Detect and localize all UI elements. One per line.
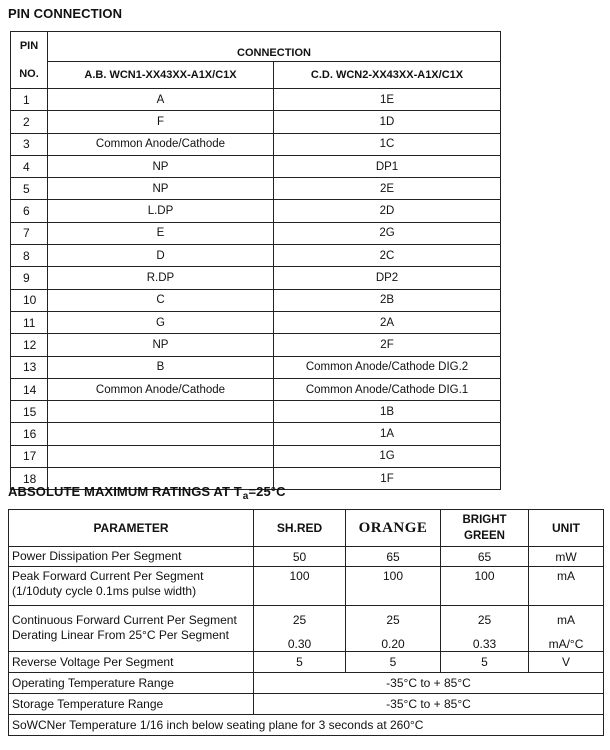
pin-number: 15 (11, 401, 48, 423)
pin-function-ab: C (48, 289, 274, 311)
absolute-ratings-table (8, 509, 604, 736)
pin-function-ab: NP (48, 334, 274, 356)
shred-header: SH.RED (254, 510, 346, 547)
reverse-shred-value: 5 (254, 652, 346, 673)
reverse-orange-value: 5 (346, 652, 441, 673)
reverse-unit: V (529, 652, 604, 673)
bright-green-header-line1: BRIGHT (462, 514, 507, 526)
pin-number: 13 (11, 356, 48, 378)
pin-function-cd: 2G (274, 222, 501, 244)
absolute-ratings-title-subscript: a (242, 491, 249, 502)
pin-function-ab: Common Anode/Cathode (48, 378, 274, 400)
power-green-value: 65 (441, 547, 529, 567)
pin-function-ab: D (48, 245, 274, 267)
absolute-ratings-title-main: ABSOLUTE MAXIMUM RATINGS AT T (8, 484, 242, 499)
storage-temperature-label: Storage Temperature Range (9, 694, 254, 715)
continuous-unit-current: mA (557, 613, 575, 627)
continuous-orange-cell (346, 606, 441, 652)
pin-function-cd: 1B (274, 401, 501, 423)
pin-connection-table (10, 31, 501, 490)
pin-function-cd: 1F (274, 468, 501, 490)
column-header-ab: A.B. WCN1-XX43XX-A1X/C1X (48, 62, 274, 89)
power-dissipation-row (9, 547, 604, 567)
pin-number: 17 (11, 445, 48, 467)
pin-function-cd: 2E (274, 178, 501, 200)
peak-label-line1: Peak Forward Current Per Segment (12, 569, 204, 583)
pin-number: 4 (11, 155, 48, 177)
pin-function-ab (48, 401, 274, 423)
pin-row (11, 245, 501, 267)
pin-function-ab: A (48, 89, 274, 111)
pin-function-ab: Common Anode/Cathode (48, 133, 274, 155)
pin-header-line2: NO. (19, 68, 39, 80)
continuous-forward-current-label (9, 606, 254, 652)
continuous-shred-cell (254, 606, 346, 652)
pin-function-ab: NP (48, 155, 274, 177)
peak-green-value: 100 (441, 567, 529, 606)
pin-number: 5 (11, 178, 48, 200)
pin-function-cd: Common Anode/Cathode DIG.2 (274, 356, 501, 378)
pin-function-cd: 1C (274, 133, 501, 155)
pin-function-cd: 2C (274, 245, 501, 267)
pin-row (11, 155, 501, 177)
continuous-shred-current: 25 (292, 613, 307, 627)
continuous-shred-derating: 0.30 (287, 637, 312, 651)
pin-row (11, 401, 501, 423)
continuous-orange-current: 25 (386, 613, 400, 627)
pin-row (11, 178, 501, 200)
pin-function-cd: 1G (274, 445, 501, 467)
reverse-voltage-label: Reverse Voltage Per Segment (9, 652, 254, 673)
continuous-orange-derating: 0.20 (381, 637, 405, 651)
absolute-ratings-title (8, 484, 286, 502)
pin-no-header (11, 32, 48, 89)
peak-forward-current-row (9, 567, 604, 606)
orange-header: ORANGE (346, 510, 441, 547)
pin-row (11, 423, 501, 445)
storage-temperature-row (9, 694, 604, 715)
pin-function-cd: 2D (274, 200, 501, 222)
pin-function-ab: L.DP (48, 200, 274, 222)
continuous-unit-cell (529, 606, 604, 652)
bright-green-header-line2: GREEN (464, 530, 505, 542)
pin-function-ab: B (48, 356, 274, 378)
operating-temperature-label: Operating Temperature Range (9, 673, 254, 694)
power-dissipation-label: Power Dissipation Per Segment (9, 547, 254, 567)
pin-number: 8 (11, 245, 48, 267)
continuous-forward-current-row (9, 606, 604, 652)
reverse-voltage-row (9, 652, 604, 673)
pin-function-cd: 2F (274, 334, 501, 356)
pin-number: 6 (11, 200, 48, 222)
reverse-green-value: 5 (441, 652, 529, 673)
pin-number: 1 (11, 89, 48, 111)
pin-function-cd: 1E (274, 89, 501, 111)
pin-number: 3 (11, 133, 48, 155)
power-unit: mW (529, 547, 604, 567)
pin-function-ab (48, 445, 274, 467)
pin-function-cd: 2B (274, 289, 501, 311)
continuous-green-current: 25 (477, 613, 492, 627)
pin-row (11, 334, 501, 356)
pin-function-cd: Common Anode/Cathode DIG.1 (274, 378, 501, 400)
pin-number: 2 (11, 111, 48, 133)
pin-table-body (11, 89, 501, 490)
pin-row (11, 378, 501, 400)
bright-green-header (441, 510, 529, 547)
pin-number: 7 (11, 222, 48, 244)
connection-header: CONNECTION (48, 32, 501, 62)
pin-number: 10 (11, 289, 48, 311)
continuous-label-line1: Continuous Forward Current Per Segment (12, 613, 237, 627)
pin-number: 9 (11, 267, 48, 289)
power-shred-value: 50 (254, 547, 346, 567)
pin-function-ab: E (48, 222, 274, 244)
pin-connection-title: PIN CONNECTION (8, 6, 123, 21)
pin-row (11, 311, 501, 333)
pin-row (11, 289, 501, 311)
peak-forward-current-label (9, 567, 254, 606)
pin-number: 14 (11, 378, 48, 400)
pin-row (11, 445, 501, 467)
pin-function-cd: DP2 (274, 267, 501, 289)
pin-row (11, 222, 501, 244)
pin-number: 16 (11, 423, 48, 445)
pin-function-ab (48, 423, 274, 445)
peak-shred-value: 100 (254, 567, 346, 606)
storage-temperature-value: -35°C to + 85°C (254, 694, 604, 715)
peak-unit: mA (529, 567, 604, 606)
pin-function-cd: DP1 (274, 155, 501, 177)
solder-temperature-label: SoWCNer Temperature 1/16 inch below seating plane for 3 seconds at 260°C (9, 715, 604, 736)
operating-temperature-value: -35°C to + 85°C (254, 673, 604, 694)
peak-label-line2: (1/10duty cycle 0.1ms pulse width) (12, 584, 197, 598)
parameter-header: PARAMETER (9, 510, 254, 547)
power-orange-value: 65 (346, 547, 441, 567)
absolute-ratings-title-tail: =25°C (248, 484, 286, 499)
pin-row (11, 200, 501, 222)
pin-row (11, 356, 501, 378)
pin-function-cd: 2A (274, 311, 501, 333)
pin-function-cd: 1A (274, 423, 501, 445)
pin-number: 18 (11, 468, 48, 490)
column-header-cd: C.D. WCN2-XX43XX-A1X/C1X (274, 62, 501, 89)
pin-function-ab: F (48, 111, 274, 133)
continuous-unit-derating: mA/°C (548, 637, 584, 651)
operating-temperature-row (9, 673, 604, 694)
pin-function-ab: NP (48, 178, 274, 200)
unit-header: UNIT (529, 510, 604, 547)
continuous-label-line2: Derating Linear From 25°C Per Segment (12, 628, 229, 642)
pin-row (11, 267, 501, 289)
solder-temperature-row (9, 715, 604, 736)
pin-row (11, 89, 501, 111)
pin-row (11, 133, 501, 155)
pin-row (11, 111, 501, 133)
continuous-green-cell (441, 606, 529, 652)
pin-header-line1: PIN (19, 40, 39, 52)
pin-function-ab: R.DP (48, 267, 274, 289)
peak-orange-value: 100 (346, 567, 441, 606)
pin-number: 12 (11, 334, 48, 356)
continuous-green-derating: 0.33 (472, 637, 497, 651)
pin-function-ab: G (48, 311, 274, 333)
pin-number: 11 (11, 311, 48, 333)
pin-function-cd: 1D (274, 111, 501, 133)
